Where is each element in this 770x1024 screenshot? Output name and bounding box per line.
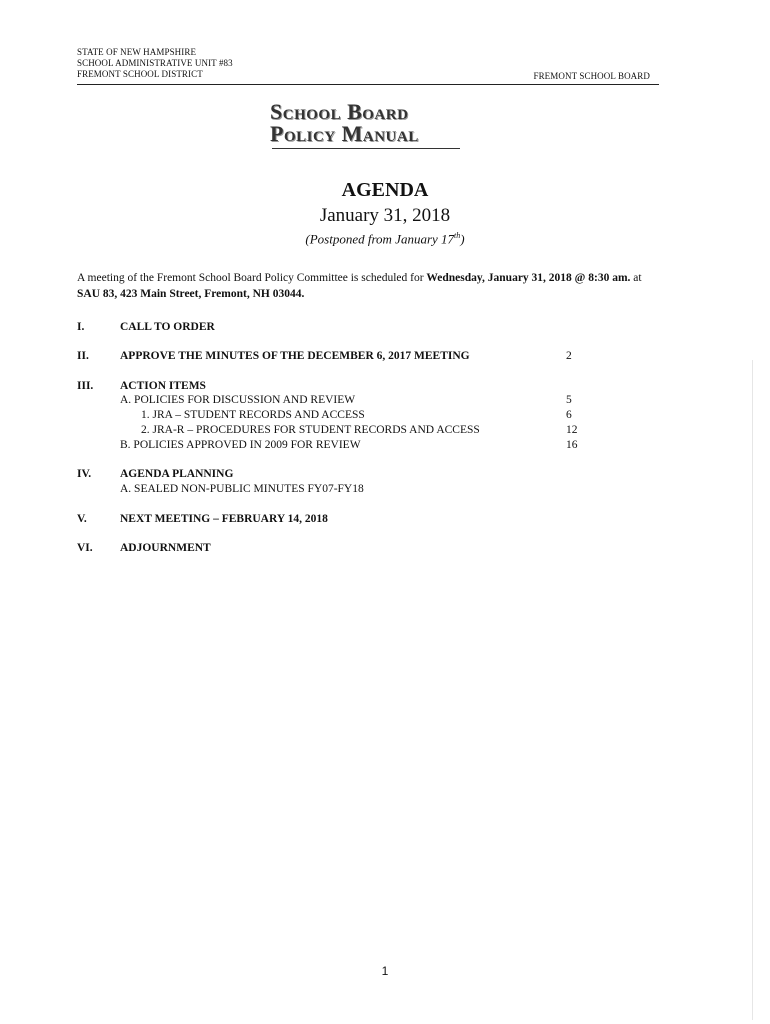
header-left-block [77,47,233,80]
logo-line-2: Policy Manual [270,121,419,146]
header-line-sau: SCHOOL ADMINISTRATIVE UNIT #83 [77,58,233,68]
subitem-page-jra: 6 [566,409,572,421]
intro-text-2: at [630,272,642,284]
scan-edge-line [752,360,753,1020]
header-divider [77,84,659,85]
subitem-jra: 1. JRA – STUDENT RECORDS AND ACCESS [141,409,365,421]
item-label-adjournment: ADJOURNMENT [120,542,211,554]
item-num-5: V. [77,513,87,525]
item-num-2: II. [77,350,89,362]
postponed-sup: th [454,231,461,240]
subitem-jra-r: 2. JRA-R – PROCEDURES FOR STUDENT RECORDS AND ACCESS [141,424,480,436]
intro-text-1: A meeting of the Fremont School Board Policy Committee is scheduled for [77,272,427,284]
item-num-4: IV. [77,468,92,480]
subitem-page-jra-r: 12 [566,424,578,436]
subitem-page-policies-discussion: 5 [566,394,572,406]
item-label-call-to-order: CALL TO ORDER [120,321,215,333]
meeting-intro [77,270,697,302]
school-board-policy-manual-logo [270,101,462,147]
item-num-1: I. [77,321,85,333]
item-page-approve-minutes: 2 [566,350,572,362]
agenda-postponed-note [0,228,770,247]
item-label-agenda-planning: AGENDA PLANNING [120,468,234,480]
intro-datetime: Wednesday, January 31, 2018 @ 8:30 am. [426,272,631,284]
item-label-action-items: ACTION ITEMS [120,380,206,392]
page-number: 1 [381,964,389,978]
subitem-sealed-minutes: A. SEALED NON-PUBLIC MINUTES FY07-FY18 [120,483,364,495]
item-num-6: VI. [77,542,93,554]
intro-location: SAU 83, 423 Main Street, Fremont, NH 03044. [77,288,305,300]
subitem-policies-discussion: A. POLICIES FOR DISCUSSION AND REVIEW [120,394,356,406]
logo-line-1: School Board [270,99,409,124]
header-right-board: FREMONT SCHOOL BOARD [533,71,650,81]
agenda-date: January 31, 2018 [319,205,451,226]
item-label-approve-minutes: APPROVE THE MINUTES OF THE DECEMBER 6, 2017 MEETING [120,350,470,362]
subitem-policies-2009: B. POLICIES APPROVED IN 2009 FOR REVIEW [120,439,361,451]
postponed-text: (Postponed from January 17 [305,231,455,247]
logo-underline [272,148,460,149]
header-line-district: FREMONT SCHOOL DISTRICT [77,69,203,79]
subitem-page-policies-2009: 16 [566,439,578,451]
item-label-next-meeting: NEXT MEETING – FEBRUARY 14, 2018 [120,513,328,525]
agenda-title: AGENDA [341,179,429,201]
postponed-close: ) [460,231,465,247]
item-num-3: III. [77,380,94,392]
header-line-state: STATE OF NEW HAMPSHIRE [77,47,197,57]
